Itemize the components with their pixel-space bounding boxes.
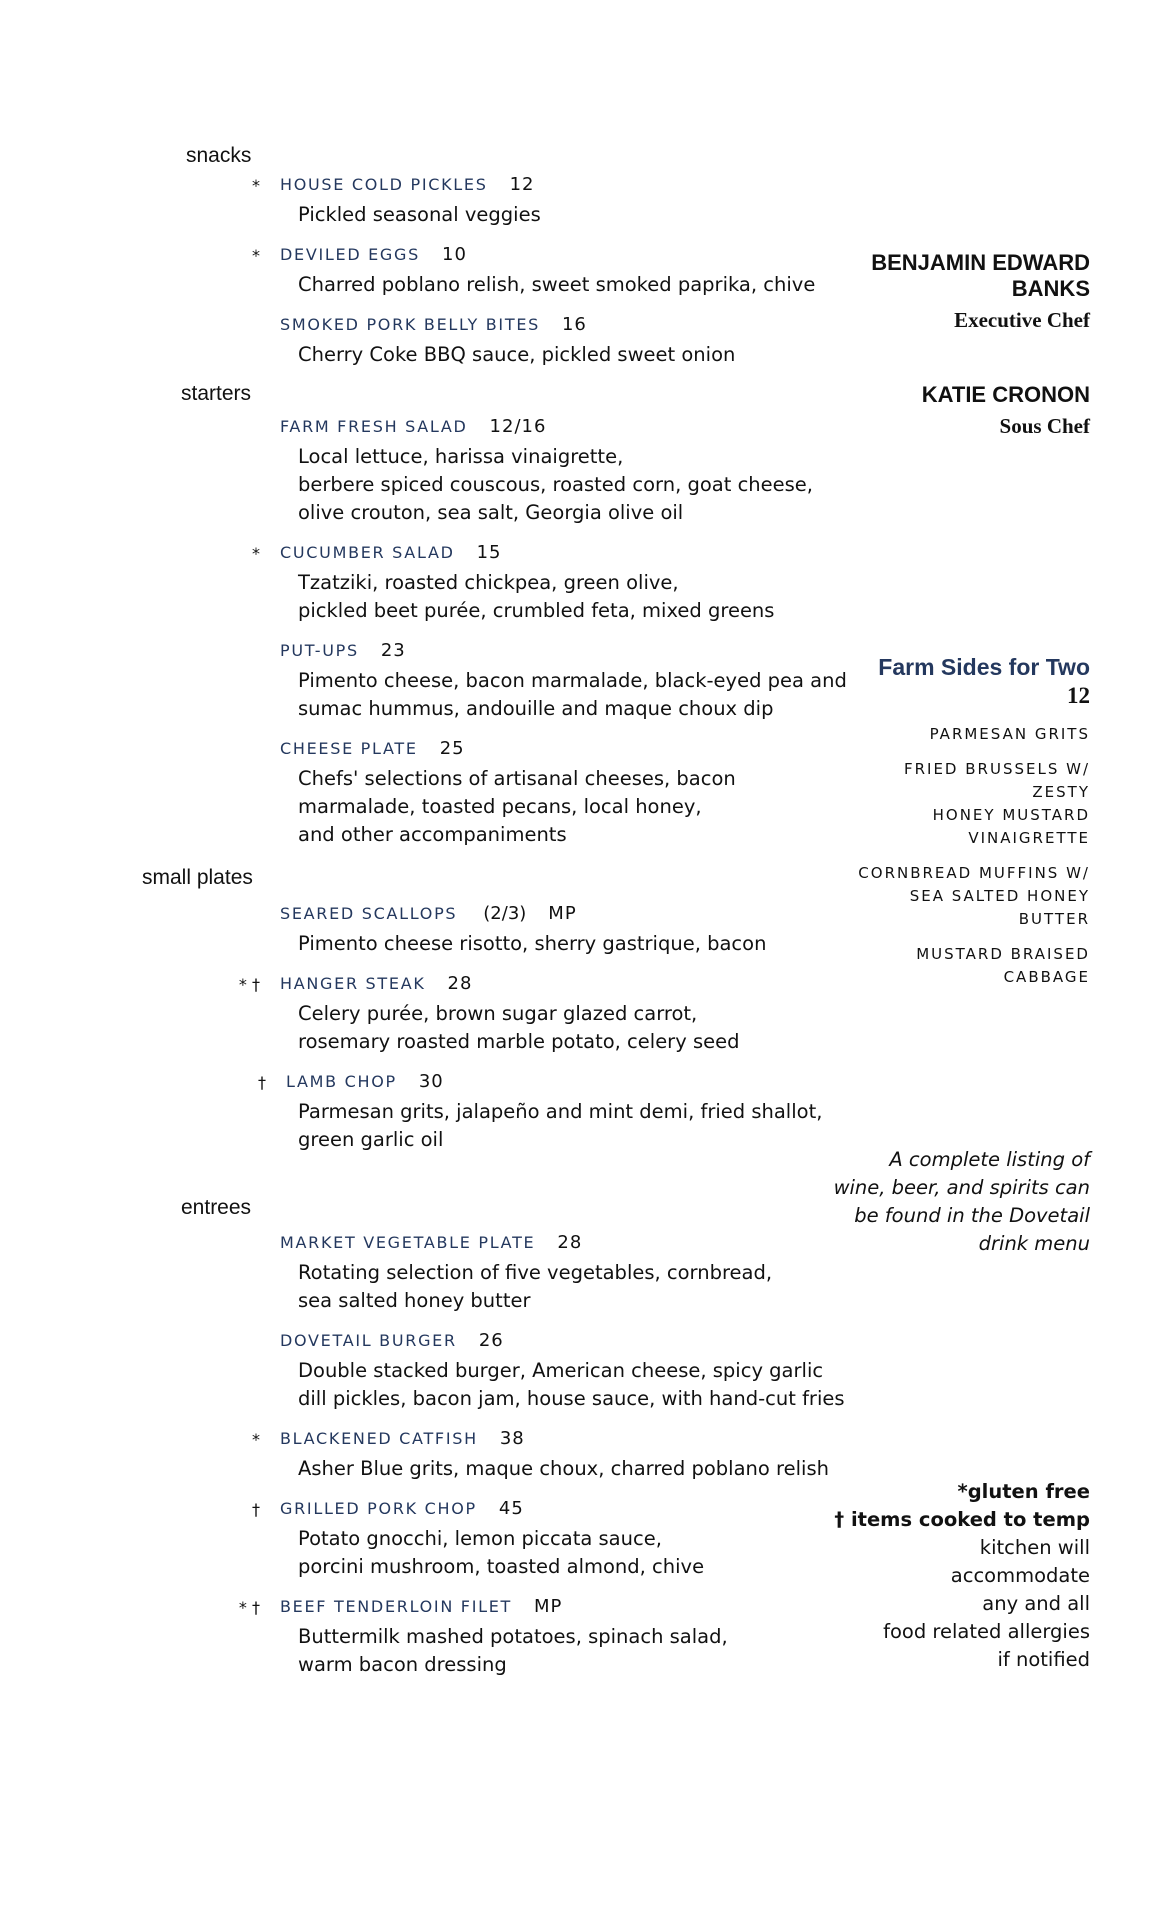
item-price: 12 — [509, 174, 535, 195]
item-description: Tzatziki, roasted chickpea, green olive, pickled beet purée, crumbled feta, mixed greens — [298, 571, 775, 622]
menu-item-market-vegetable-plate — [280, 1232, 772, 1315]
item-price: 28 — [557, 1232, 583, 1253]
cooked-to-temp-legend: † items cooked to temp — [834, 1508, 1090, 1531]
item-name: HOUSE COLD PICKLES — [280, 175, 488, 194]
dietary-marks: * † — [238, 1598, 260, 1617]
item-price: 45 — [498, 1498, 524, 1519]
menu-item-beef-tenderloin-filet — [238, 1596, 728, 1679]
menu-item-hanger-steak — [238, 973, 740, 1056]
chef-title: Sous Chef — [999, 414, 1090, 438]
item-description: Buttermilk mashed potatoes, spinach salad, warm bacon dressing — [298, 1625, 728, 1676]
item-count: (2/3) — [483, 903, 527, 924]
chef-name: KATIE CRONON — [921, 382, 1090, 407]
dietary-marks: * — [252, 246, 260, 265]
item-price: 10 — [442, 244, 467, 265]
item-name: MARKET VEGETABLE PLATE — [280, 1233, 536, 1252]
menu-item-blackened-catfish — [252, 1428, 829, 1483]
gluten-free-legend: *gluten free — [957, 1480, 1090, 1503]
drink-note: A complete listing of wine, beer, and spirits can be found in the Dovetail drink menu — [833, 1148, 1090, 1255]
item-name: LAMB CHOP — [286, 1072, 397, 1091]
item-name: BEEF TENDERLOIN FILET — [280, 1597, 513, 1616]
item-description: Asher Blue grits, maque choux, charred poblano relish — [298, 1457, 829, 1480]
item-description: Celery purée, brown sugar glazed carrot, rosemary roasted marble potato, celery seed — [298, 1002, 740, 1053]
farm-sides — [840, 654, 1090, 989]
item-description: Potato gnocchi, lemon piccata sauce, porcini mushroom, toasted almond, chive — [298, 1527, 705, 1578]
item-price: 26 — [478, 1330, 504, 1351]
sides-title: Farm Sides for Two — [878, 654, 1090, 680]
item-description: Double stacked burger, American cheese, spicy garlic dill pickles, bacon jam, house sauce, with hand-cut fries — [298, 1359, 845, 1410]
item-name: SEARED SCALLOPS — [280, 904, 458, 923]
item-name: GRILLED PORK CHOP — [280, 1499, 477, 1518]
sides-price: 12 — [1067, 683, 1090, 708]
item-name: DOVETAIL BURGER — [280, 1331, 457, 1350]
chef-name: BENJAMIN EDWARD BANKS — [871, 250, 1090, 301]
chef-executive — [840, 250, 1090, 333]
item-price: 25 — [439, 738, 465, 759]
item-description: Rotating selection of five vegetables, cornbread, sea salted honey butter — [298, 1261, 773, 1312]
item-name: PUT-UPS — [280, 641, 359, 660]
menu-item-lamb-chop — [258, 1071, 823, 1154]
side-item: PARMESAN GRITS — [929, 725, 1090, 743]
side-item: MUSTARD BRAISED CABBAGE — [916, 945, 1090, 986]
menu-item-seared-scallops — [280, 903, 766, 958]
item-price: 38 — [499, 1428, 525, 1449]
item-description: Chefs' selections of artisanal cheeses, bacon marmalade, toasted pecans, local honey, and other accompaniments — [298, 767, 736, 846]
item-price: 30 — [418, 1071, 444, 1092]
item-name: HANGER STEAK — [280, 974, 426, 993]
item-name: DEVILED EGGS — [280, 245, 420, 264]
menu-item-cucumber-salad — [252, 542, 775, 625]
item-price: 28 — [447, 973, 473, 994]
menu-item-house-cold-pickles — [252, 174, 541, 229]
menu-item-grilled-pork-chop — [252, 1498, 705, 1581]
item-name: BLACKENED CATFISH — [280, 1429, 478, 1448]
menu-item-cheese-plate — [280, 738, 736, 849]
item-name: CUCUMBER SALAD — [280, 543, 455, 562]
menu-item-smoked-pork-belly-bites — [280, 314, 735, 369]
item-price: 12/16 — [489, 416, 547, 437]
menu-item-deviled-eggs — [252, 244, 816, 299]
side-item: CORNBREAD MUFFINS W/ SEA SALTED HONEY BUTTER — [858, 864, 1090, 928]
dietary-marks: * † — [238, 975, 260, 994]
item-description: Pimento cheese, bacon marmalade, black-eyed pea and sumac hummus, andouille and maque choux dip — [298, 669, 847, 720]
item-price: 23 — [380, 640, 406, 661]
item-price: MP — [534, 1596, 563, 1617]
allergy-note: *gluten free † items cooked to temp kitchen will accommodate any and all food related allergies if notified — [800, 1478, 1090, 1674]
item-description: Pickled seasonal veggies — [298, 203, 541, 226]
section-snacks: snacks — [186, 144, 252, 167]
item-name: CHEESE PLATE — [280, 739, 418, 758]
section-small-plates: small plates — [142, 866, 253, 889]
dietary-marks: † — [258, 1073, 266, 1092]
item-description: Cherry Coke BBQ sauce, pickled sweet onion — [298, 343, 736, 366]
item-description: Charred poblano relish, sweet smoked paprika, chive — [298, 273, 816, 296]
item-description: Parmesan grits, jalapeño and mint demi, fried shallot, green garlic oil — [298, 1100, 823, 1151]
item-price: MP — [548, 903, 577, 924]
side-item: FRIED BRUSSELS W/ ZESTY HONEY MUSTARD VINAIGRETTE — [903, 760, 1090, 847]
menu-item-farm-fresh-salad — [280, 416, 813, 527]
section-starters: starters — [181, 382, 252, 405]
chef-title: Executive Chef — [954, 308, 1090, 332]
item-name: SMOKED PORK BELLY BITES — [280, 315, 540, 334]
dietary-marks: * — [252, 176, 260, 195]
dietary-marks: * — [252, 1430, 260, 1449]
dietary-marks: † — [252, 1500, 260, 1519]
item-name: FARM FRESH SALAD — [280, 417, 468, 436]
menu-item-dovetail-burger — [280, 1330, 845, 1413]
dietary-marks: * — [252, 544, 260, 563]
menu-item-put-ups — [280, 640, 847, 723]
item-price: 15 — [476, 542, 502, 563]
item-price: 16 — [561, 314, 587, 335]
chef-sous — [840, 382, 1090, 439]
section-entrees: entrees — [181, 1196, 252, 1219]
item-description: Local lettuce, harissa vinaigrette, berbere spiced couscous, roasted corn, goat cheese, olive crouton, sea salt, Georgia olive oil — [298, 445, 813, 524]
item-description: Pimento cheese risotto, sherry gastrique, bacon — [298, 932, 767, 955]
